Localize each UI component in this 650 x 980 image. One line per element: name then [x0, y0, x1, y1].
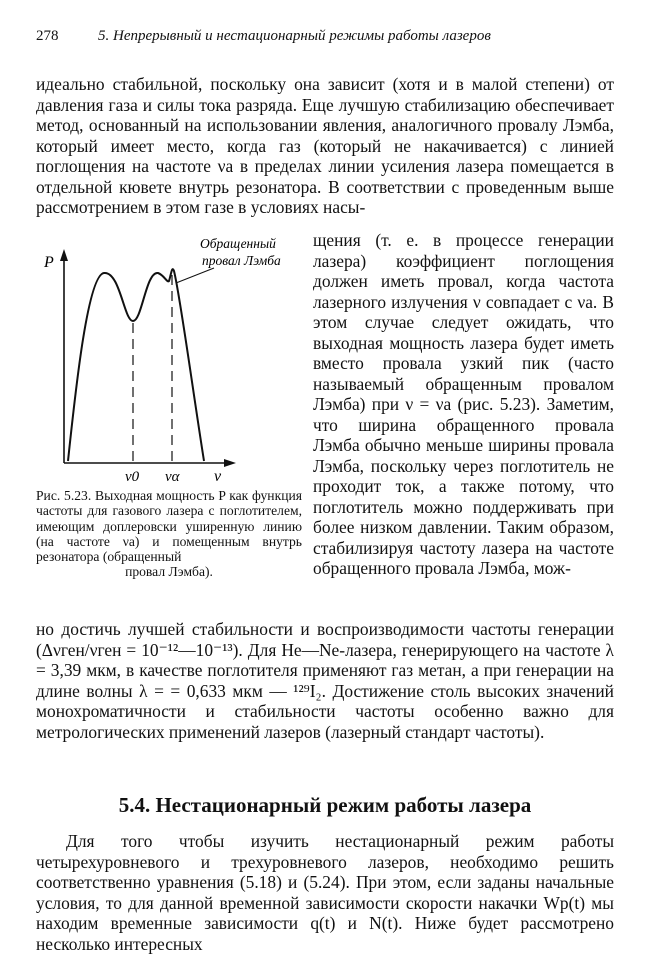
paragraph-section: Для того чтобы изучить нестационарный режим работы четырехуровневого и трехуровневого лазеров, необходимо решить соответственно уравнения (5.18) и (5.24). При этом, если заданы начальные условия, то для данной временной зависимости скорости накачки Wp(t) мы находим временные зависимости q(t) и N(t). Ниже будет рассмотрено несколько интересных — [36, 831, 614, 954]
x-axis-label: ν — [214, 468, 222, 485]
annotation-line2: провал Лэмба — [202, 253, 281, 268]
figure-5-23 — [36, 235, 306, 485]
paragraph-tail: но достичь лучшей стабильности и воспроизводимости частоты генерации (Δνген/νген = 10⁻¹²—10⁻¹³). Для He—Ne-лазера, генерирующего на частоте λ = 3,39 мкм, в качестве поглотителя применяют газ метан, а при генерации на длине волны λ = = 0,633 мкм — ¹²⁹I₂. Достижение столь высоких значений монохроматичности и стабильности частоты особенно важно для метрологических применений лазеров (лазерный стандарт частоты). — [36, 619, 614, 742]
running-title: 5. Непрерывный и нестационарный режимы работы лазеров — [98, 28, 491, 44]
caption-last-line: провал Лэмба). — [125, 564, 213, 580]
tick-nu0: ν0 — [125, 469, 140, 485]
y-axis-arrow — [60, 249, 68, 261]
tick-nua: να — [165, 469, 180, 485]
annotation-line1: Обращенный — [200, 236, 276, 251]
y-axis-label: P — [44, 254, 54, 271]
running-header — [36, 28, 626, 45]
x-axis-arrow — [224, 459, 236, 467]
paragraph-top: идеально стабильной, поскольку она зависит (хотя и в малой степени) от давления газа и силы тока разряда. Еще лучшую стабилизацию обеспечивает метод, основанный на использовании явления, аналогичного провалу Лэмба, который имеет место, когда газ (который не накачивается) с линией поглощения на частоте νa в пределах линии усиления лазера помещается в отдельной кювете внутрь резонатора. В соответствии с проведенным выше рассмотрением в этом газе в условиях насы- — [36, 74, 614, 217]
section-title: 5.4. Нестационарный режим работы лазера — [118, 793, 532, 817]
annotation-pointer — [176, 268, 214, 283]
paragraph-wrap: щения (т. е. в процессе генерации лазера) коэффициент поглощения должен иметь провал, когда частота лазерного излучения ν совпадает с νa. В этом случае следует ожидать, что выходная мощность лазера будет иметь вместо провала узкий пик (часто называемый обращенным провалом Лэмба) при ν = νa (рис. 5.23). Заметим, что ширина обращенного провала Лэмба обычно меньше ширины провала Лэмба, поскольку через поглотитель не проходит ток, а также потому, что поглотитель можно поддерживать при более низком давлении. Таким образом, стабилизируя частоту лазера на частоте обращенного провала Лэмба, мож- — [313, 230, 614, 578]
figure-caption — [36, 488, 302, 580]
power-curve — [68, 269, 204, 461]
power-vs-frequency-plot — [36, 235, 306, 485]
page-number: 278 — [36, 28, 59, 44]
caption-body: Рис. 5.23. Выходная мощность P как функция частоты для газового лазера с поглотителем, имеющим доплеровски уширенную линию (на частоте νa) и помещенным внутрь резонатора (обращенный — [36, 488, 302, 565]
